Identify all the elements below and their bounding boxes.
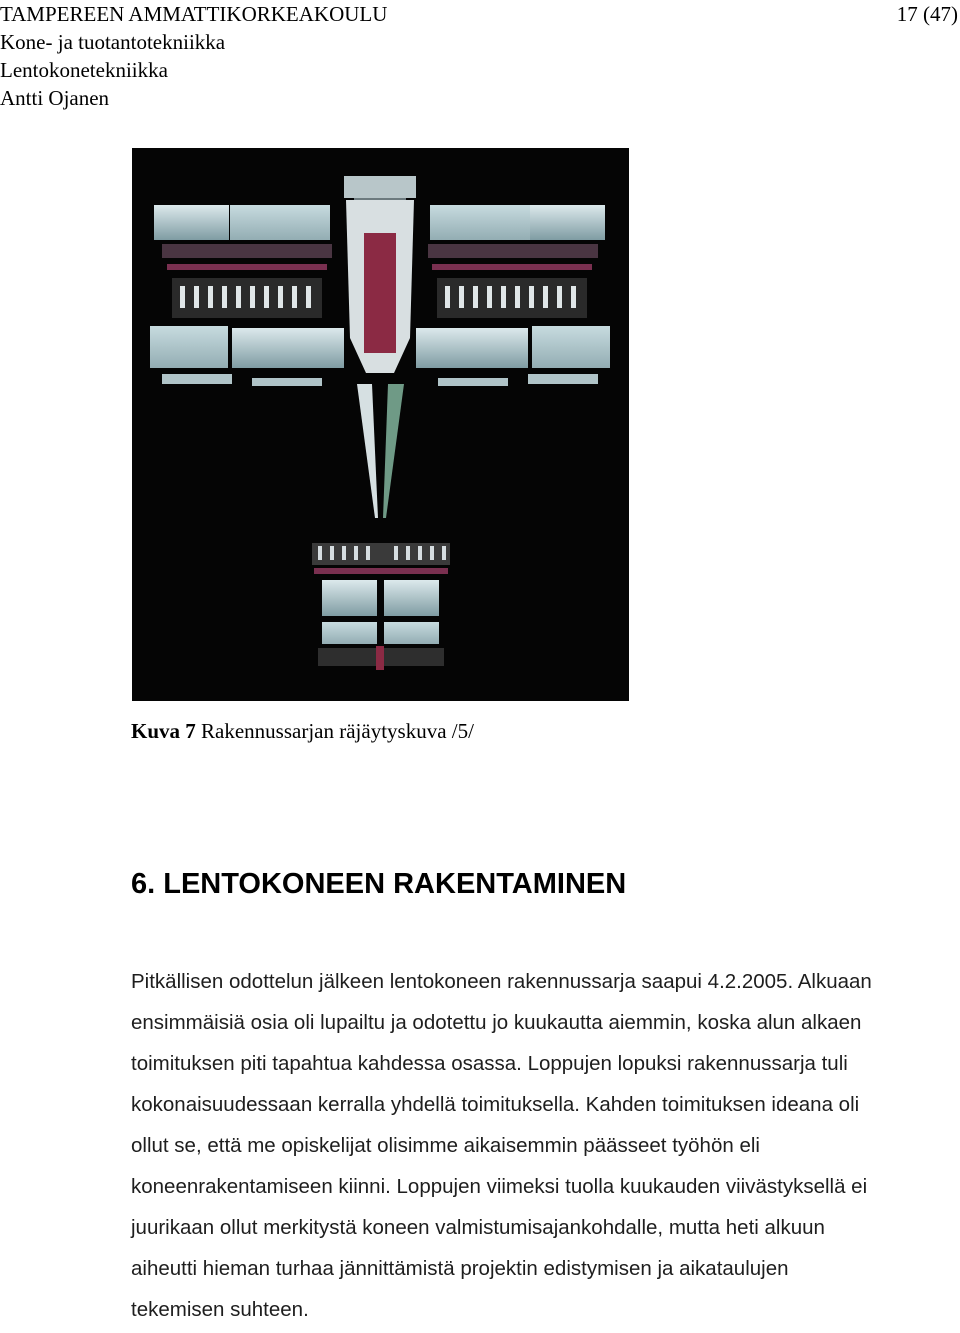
header-department: Kone- ja tuotantotekniikka (0, 30, 226, 54)
aircraft-exploded-view-icon (132, 148, 629, 701)
header-institution: TAMPEREEN AMMATTIKORKEAKOULU (0, 2, 388, 26)
section-title: 6. LENTOKONEEN RAKENTAMINEN (131, 868, 627, 900)
header-program: Lentokonetekniikka (0, 58, 168, 82)
aircraft-exploded-view-figure (132, 148, 629, 701)
body-line: tekemisen suhteen. (131, 1298, 309, 1321)
body-line: juurikaan ollut merkitystä koneen valmistumisajankohdalle, mutta heti alkuun (131, 1216, 825, 1239)
header-author: Antti Ojanen (0, 86, 110, 110)
body-line: kokonaisuudessaan kerralla yhdellä toimituksella. Kahden toimituksen ideana oli (131, 1093, 860, 1116)
body-line: aiheutti hieman turhaa jännittämistä projektin edistymisen ja aikataulujen (131, 1257, 789, 1280)
page-header (0, 0, 960, 112)
body-line: ensimmäisiä osia oli lupailtu ja odotettu jo kuukautta aiemmin, koska alun alkaen (131, 1011, 862, 1034)
figure-caption-label: Kuva 7 (131, 719, 196, 743)
figure-caption (131, 717, 474, 745)
body-line: ollut se, että me opiskelijat olisimme aikaisemmin päässeet työhön eli (131, 1134, 760, 1157)
body-line: Pitkällisen odottelun jälkeen lentokoneen rakennussarja saapui 4.2.2005. Alkuaan (131, 970, 872, 993)
page-number: 17 (47) (896, 2, 958, 26)
body-line: toimituksen piti tapahtua kahdessa osassa. Loppujen lopuksi rakennussarja tuli (131, 1052, 848, 1075)
figure-caption-text: Rakennussarjan räjäytyskuva /5/ (195, 719, 474, 743)
body-line: koneenrakentamiseen kiinni. Loppujen viimeksi tuolla kuukauden viivästyksellä ei (131, 1175, 868, 1198)
body-paragraph (131, 964, 931, 1333)
